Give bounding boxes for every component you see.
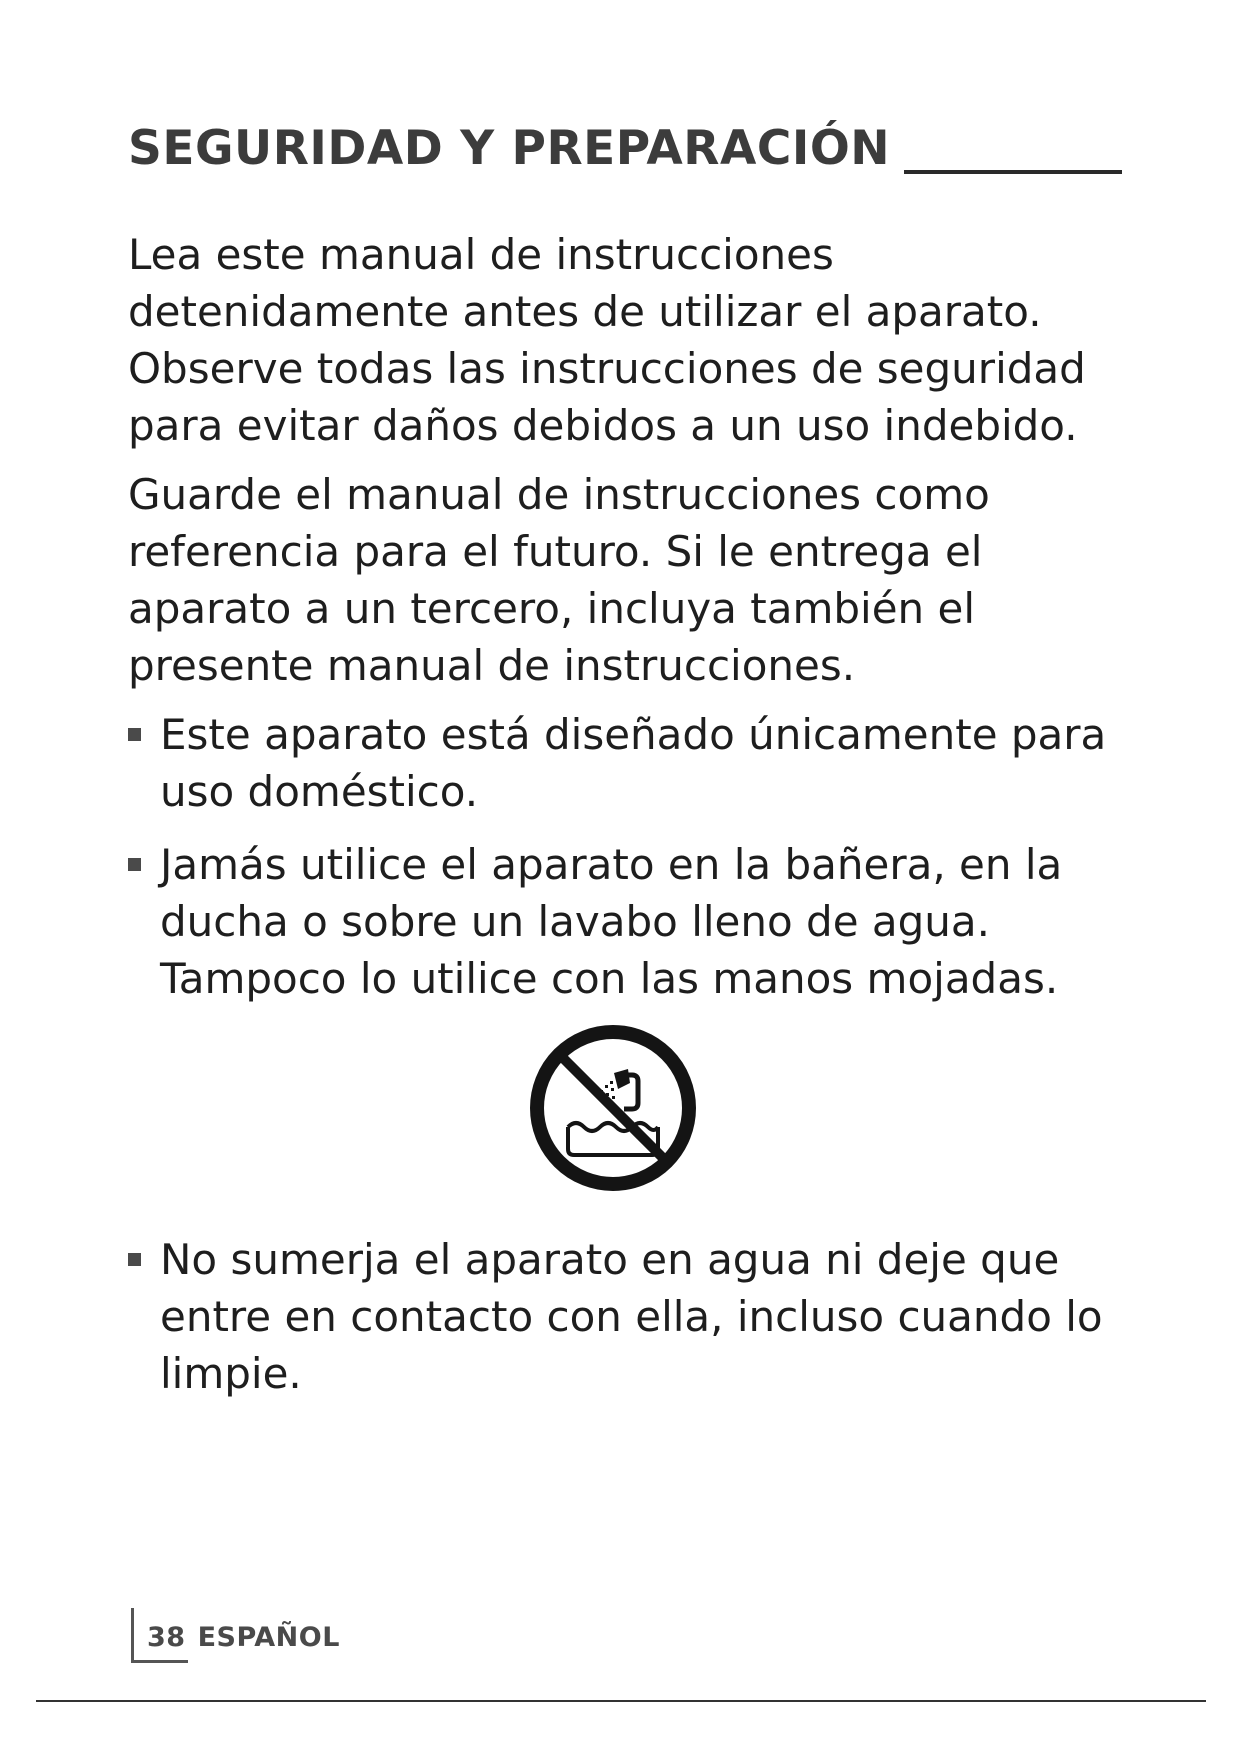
- body-text: [128, 226, 1128, 1418]
- page-footer: [131, 1608, 431, 1664]
- bottom-rule: [36, 1700, 1206, 1702]
- list-item: [128, 836, 1128, 1007]
- page-number: 38: [147, 1622, 186, 1653]
- footer-language: ESPAÑOL: [197, 1622, 340, 1653]
- list-item-text: No sumerja el aparato en agua ni deje que entre en contacto con ella, incluso cuando lo limpie.: [160, 1235, 1103, 1398]
- section-header: [128, 104, 1122, 184]
- footer-text: [147, 1622, 340, 1653]
- safety-list: [128, 1231, 1128, 1402]
- list-item: [128, 706, 1128, 820]
- bullet-square-icon: [128, 1253, 141, 1266]
- paragraph: Lea este manual de instrucciones detenidamente antes de utilizar el aparato. Observe todas las instrucciones de seguridad para evitar daños debidos a un uso indebido.: [128, 230, 1086, 450]
- warning-icon-row: [128, 1023, 1128, 1207]
- list-item-text: Jamás utilice el aparato en la bañera, en la ducha o sobre un lavabo lleno de agua. Tampoco lo utilice con las manos mojadas.: [160, 840, 1063, 1003]
- list-item: [128, 1231, 1128, 1402]
- bullet-square-icon: [128, 728, 141, 741]
- section-heading: SEGURIDAD Y PREPARACIÓN: [128, 121, 891, 176]
- list-item-text: Este aparato está diseñado únicamente para uso doméstico.: [160, 710, 1107, 816]
- no-water-icon: [528, 1023, 698, 1193]
- heading-rule: [904, 170, 1122, 174]
- bullet-square-icon: [128, 858, 141, 871]
- paragraph: Guarde el manual de instrucciones como referencia para el futuro. Si le entrega el aparato a un tercero, incluya también el presente manual de instrucciones.: [128, 470, 990, 690]
- safety-list: [128, 706, 1128, 1007]
